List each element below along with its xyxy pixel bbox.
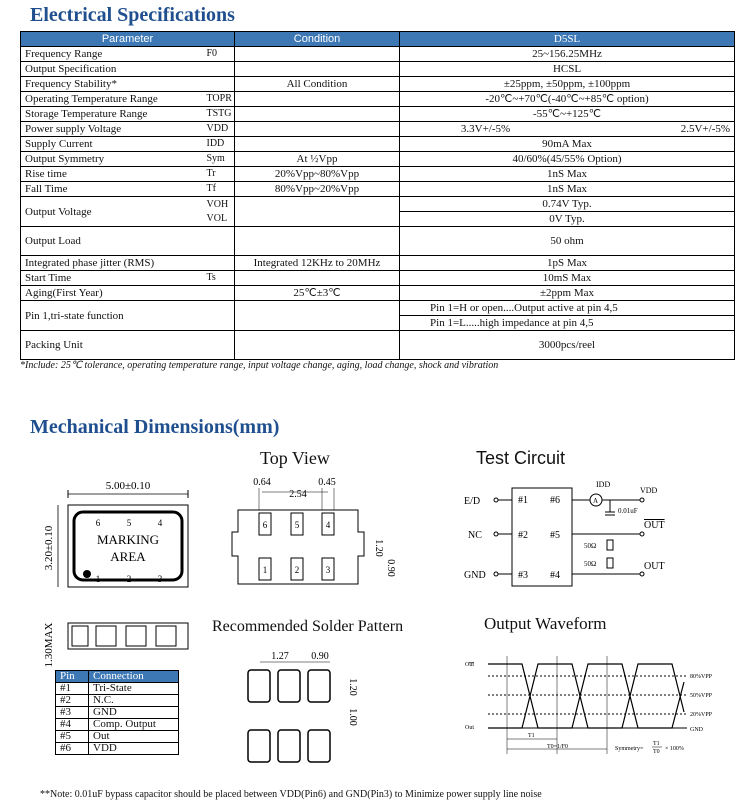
spec-condition: All Condition (235, 77, 400, 92)
spec-symbol-text: Ts (206, 272, 216, 283)
wf-outb: Out (465, 662, 474, 668)
bypass-note: **Note: 0.01uF bypass capacitor should be placed between VDD(Pin6) and GND(Pin3) to Minimize power supply line noise (40, 789, 542, 800)
spec-symbol (201, 331, 235, 360)
tv-pin6: 6 (262, 520, 268, 530)
spec-param: Fall Time (21, 182, 201, 197)
tc-ed: E/D (464, 496, 481, 507)
tc-p5: #5 (550, 530, 560, 541)
pkg-pin1: 1 (95, 574, 101, 584)
sp-dim-120: 1.20 (347, 678, 358, 696)
pin-connection: VDD (89, 743, 179, 755)
spec-row (21, 197, 735, 227)
spec-row (21, 137, 735, 152)
spec-param: Pin 1,tri-state function (21, 301, 201, 331)
spec-symbol (201, 227, 235, 256)
spec-value: 1nS Max (400, 167, 735, 182)
top-view-drawing (228, 470, 398, 600)
spec-param: Packing Unit (21, 331, 201, 360)
tv-pin2: 2 (294, 565, 300, 575)
spec-symbol-text: VOH (206, 198, 229, 210)
dim-height-label: 3.20±0.10 (43, 525, 55, 571)
spec-value: ±25ppm, ±50ppm, ±100ppm (400, 77, 735, 92)
spec-symbol-text: Sym (206, 153, 225, 164)
spec-symbol (201, 107, 235, 122)
spec-symbol-text: VOL (206, 212, 228, 224)
pin-table (55, 670, 179, 755)
spec-symbol (201, 77, 235, 92)
spec-row (21, 301, 735, 331)
spec-param: Integrated phase jitter (RMS) (21, 256, 201, 271)
pin-number: #1 (56, 683, 89, 695)
tc-gnd: GND (464, 570, 486, 581)
spec-value: ±2ppm Max (400, 286, 735, 301)
dim-064: 0.64 (253, 477, 271, 488)
spec-row (21, 107, 735, 122)
pin-row (56, 695, 179, 707)
spec-value-text: 3.3V+/-5% (460, 123, 511, 135)
tc-amp: A (593, 497, 599, 505)
spec-param: Rise time (21, 167, 201, 182)
pkg-pin3: 3 (157, 574, 163, 584)
tc-p2: #2 (518, 530, 528, 541)
spec-row (21, 62, 735, 77)
spec-symbol (201, 62, 235, 77)
spec-row (21, 286, 735, 301)
spec-symbol (201, 197, 235, 227)
tc-r1: 50Ω (584, 542, 597, 550)
pin-connection: Out (89, 731, 179, 743)
spec-condition (235, 197, 400, 227)
spec-param: Power supply Voltage (21, 122, 201, 137)
spec-value (400, 122, 735, 137)
spec-condition (235, 271, 400, 286)
spec-condition: 80%Vpp~20%Vpp (235, 182, 400, 197)
wf-gnd: GND (690, 727, 703, 733)
spec-param: Operating Temperature Range (21, 92, 201, 107)
pin-header: Pin (56, 671, 89, 683)
spec-symbol (201, 47, 235, 62)
spec-symbol (201, 92, 235, 107)
top-view-title: Top View (260, 448, 330, 468)
spec-param: Output Voltage (21, 197, 201, 227)
spec-param: Frequency Stability* (21, 77, 201, 92)
tv-pin4: 4 (325, 520, 331, 530)
wf-l20: 20%VPP (690, 712, 713, 718)
spec-value-text: Pin 1=L.....high impedance at pin 4,5 (430, 317, 594, 329)
spec-symbol (201, 301, 235, 331)
spec-condition (235, 331, 400, 360)
pin-row (56, 707, 179, 719)
wf-symtail: × 100% (665, 746, 684, 752)
spec-param: Aging(First Year) (21, 286, 201, 301)
spec-value: 1nS Max (400, 182, 735, 197)
dim-max-label: 1.30MAX (43, 622, 55, 668)
spec-condition: 20%Vpp~80%Vpp (235, 167, 400, 182)
spec-symbol (201, 137, 235, 152)
header-condition: Condition (235, 32, 400, 47)
tc-p3: #3 (518, 570, 528, 581)
spec-symbol-text: TSTG (206, 108, 232, 119)
include-note: *Include: 25℃ tolerance, operating temperature range, input voltage change, aging, load change, shock and vibration (20, 360, 499, 371)
tc-nc: NC (468, 530, 482, 541)
spec-condition: At ½Vpp (235, 152, 400, 167)
header-parameter: Parameter (21, 32, 235, 47)
spec-row (21, 256, 735, 271)
spec-value: 50 ohm (400, 227, 735, 256)
spec-param: Output Load (21, 227, 201, 256)
spec-row (21, 271, 735, 286)
spec-row (21, 331, 735, 360)
dim-120: 1.20 (373, 539, 384, 557)
pin-number: #5 (56, 731, 89, 743)
spec-symbol (201, 167, 235, 182)
tc-cap: 0.01uF (618, 507, 638, 515)
spec-param: Output Symmetry (21, 152, 201, 167)
spec-condition (235, 137, 400, 152)
wf-symn: T1 (653, 741, 660, 747)
spec-param: Storage Temperature Range (21, 107, 201, 122)
wf-l80: 80%VPP (690, 674, 713, 680)
spec-condition (235, 301, 400, 331)
waveform-title: Output Waveform (484, 614, 607, 633)
pin-number: #4 (56, 719, 89, 731)
test-circuit-title: Test Circuit (476, 448, 566, 468)
tv-pin3: 3 (325, 565, 331, 575)
wf-t1: T1 (528, 733, 535, 739)
spec-symbol (201, 152, 235, 167)
wf-l50: 50%VPP (690, 693, 713, 699)
pin-number: #3 (56, 707, 89, 719)
pin-number: #6 (56, 743, 89, 755)
pin-number: #2 (56, 695, 89, 707)
tc-p6: #6 (550, 495, 560, 506)
mechanical-heading: Mechanical Dimensions(mm) (30, 416, 280, 438)
spec-value (400, 197, 735, 227)
spec-symbol (201, 122, 235, 137)
sp-dim-100: 1.00 (347, 708, 358, 726)
tc-idd: IDD (596, 480, 611, 489)
spec-symbol-text: VDD (206, 123, 229, 134)
spec-value-text: 0V Typ. (549, 213, 585, 225)
spec-value-text: 0.74V Typ. (400, 197, 734, 212)
pin-connection: Comp. Output (89, 719, 179, 731)
tc-p4: #4 (550, 570, 560, 581)
dim-width-label: 5.00±0.10 (105, 480, 151, 492)
spec-value: 90mA Max (400, 137, 735, 152)
connection-header: Connection (89, 671, 179, 683)
spec-condition (235, 92, 400, 107)
pin-row (56, 743, 179, 755)
spec-condition: Integrated 12KHz to 20MHz (235, 256, 400, 271)
wf-t0: T0=1/F0 (547, 744, 569, 750)
spec-value-text: Pin 1=H or open....Output active at pin 4,5 (400, 301, 734, 316)
spec-param: Supply Current (21, 137, 201, 152)
test-circuit-drawing (460, 478, 700, 588)
spec-row (21, 227, 735, 256)
spec-row (21, 122, 735, 137)
spec-symbol (201, 286, 235, 301)
spec-row (21, 47, 735, 62)
area-label: AREA (110, 549, 146, 564)
spec-value: 25~156.25MHz (400, 47, 735, 62)
dim-045: 0.45 (318, 477, 336, 488)
pin-row (56, 719, 179, 731)
spec-value: 10mS Max (400, 271, 735, 286)
spec-symbol-text: IDD (206, 138, 225, 149)
solder-drawing (240, 645, 380, 770)
header-model: D5SL (400, 32, 735, 47)
tc-r2: 50Ω (584, 560, 597, 568)
spec-row (21, 152, 735, 167)
spec-symbol-text: TOPR (206, 93, 232, 104)
pin-connection: Tri-State (89, 683, 179, 695)
sp-dim-090: 0.90 (311, 651, 329, 662)
pin-row (56, 683, 179, 695)
pin-row (56, 731, 179, 743)
dim-090: 0.90 (385, 559, 396, 577)
spec-value: HCSL (400, 62, 735, 77)
electrical-heading: Electrical Specifications (30, 4, 235, 26)
tv-pin1: 1 (262, 565, 268, 575)
marking-label: MARKING (96, 532, 160, 547)
package-drawing (30, 475, 210, 685)
spec-condition (235, 227, 400, 256)
pkg-pin2: 2 (126, 574, 132, 584)
pkg-pin4: 4 (157, 518, 163, 528)
spec-condition: 25℃±3℃ (235, 286, 400, 301)
tc-outb: OUT (644, 520, 665, 531)
spec-condition (235, 47, 400, 62)
spec-symbol (201, 271, 235, 286)
spec-symbol (201, 256, 235, 271)
wf-out: Out (465, 725, 474, 731)
spec-param: Frequency Range (21, 47, 201, 62)
spec-symbol-text: F0 (206, 48, 218, 59)
spec-value: 1pS Max (400, 256, 735, 271)
solder-title: Recommended Solder Pattern (212, 618, 404, 635)
spec-value: 3000pcs/reel (400, 331, 735, 360)
spec-value: 40/60%(45/55% Option) (400, 152, 735, 167)
spec-condition (235, 107, 400, 122)
tc-p1: #1 (518, 495, 528, 506)
pkg-pin5: 5 (126, 518, 132, 528)
spec-row (21, 167, 735, 182)
spec-value (400, 301, 735, 331)
spec-table (20, 31, 735, 360)
tc-out: OUT (644, 561, 665, 572)
waveform-drawing (462, 642, 732, 757)
spec-param: Output Specification (21, 62, 201, 77)
spec-condition (235, 122, 400, 137)
wf-sym: Symmetry= (615, 746, 644, 752)
spec-value: -55℃~+125℃ (400, 107, 735, 122)
wf-symd: T0 (653, 749, 660, 755)
spec-row (21, 182, 735, 197)
spec-value-text: 2.5V+/-5% (680, 123, 731, 135)
spec-param: Start Time (21, 271, 201, 286)
spec-symbol (201, 182, 235, 197)
dim-254: 2.54 (289, 489, 307, 500)
pkg-pin6: 6 (95, 518, 101, 528)
pin1-dot (83, 570, 91, 578)
spec-symbol-text: Tf (206, 183, 216, 194)
spec-row (21, 77, 735, 92)
spec-value: -20℃~+70℃(-40℃~+85℃ option) (400, 92, 735, 107)
spec-condition (235, 62, 400, 77)
pin-connection: N.C. (89, 695, 179, 707)
dim-127: 1.27 (271, 651, 289, 662)
tc-vdd: VDD (640, 486, 658, 495)
tv-pin5: 5 (294, 520, 300, 530)
spec-row (21, 92, 735, 107)
pin-connection: GND (89, 707, 179, 719)
spec-symbol-text: Tr (206, 168, 216, 179)
